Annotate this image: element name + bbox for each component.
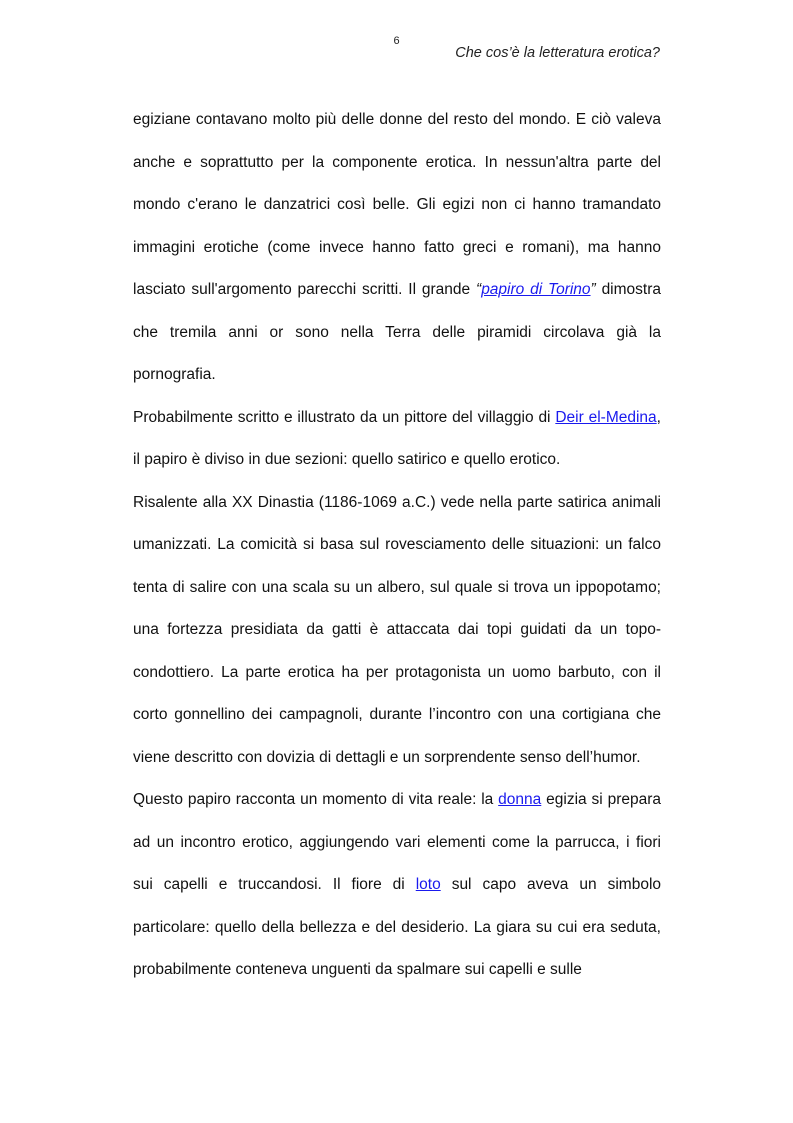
paragraph-4-text-a: Questo papiro racconta un momento di vita reale: la bbox=[133, 791, 499, 808]
quote-open: “ bbox=[476, 281, 482, 298]
body-text bbox=[133, 99, 661, 992]
paragraph-2 bbox=[133, 397, 661, 482]
paragraph-3: Risalente alla XX Dinastia (1186-1069 a.C.) vede nella parte satirica animali umanizzati. La comicità si basa sul rovesciamento delle situazioni: un falco tenta di salire con una scala su un albero, sul quale si trova un ippopotamo; una fortezza presidiata da gatti è attaccata dai topi guidati da un topo-condottiero. La parte erotica ha per protagonista un uomo barbuto, con il corto gonnellino dei campagnoli, durante l’incontro con una cortigiana che viene descritto con dovizia di dettagli e un sorprendente senso dell’humor. bbox=[133, 493, 661, 766]
paragraph-1 bbox=[133, 99, 661, 397]
link-donna[interactable]: donna bbox=[498, 791, 542, 808]
paragraph-4-text-b: egizia si prepara ad un incontro erotico, aggiungendo vari elementi come la parrucca, i fiori sui capelli e truccandosi. Il fiore di bbox=[133, 791, 661, 893]
link-deir-el-medina[interactable]: Deir el-Medina bbox=[555, 408, 657, 426]
paragraph-2-text-b: , il papiro è diviso in due sezioni: quello satirico e quello erotico. bbox=[133, 408, 661, 468]
quote-close: ” bbox=[590, 281, 596, 298]
paragraph-2-text-a: Probabilmente scritto e illustrato da un pittore del villaggio di bbox=[133, 408, 556, 426]
paragraph-1-text-a: egiziane contavano molto più delle donne del resto del mondo. E ciò valeva anche e soprattutto per la componente erotica. In nessun'altra parte del mondo c'erano le danzatrici così belle. Gli egizi non ci hanno tramandato immagini erotiche (come invece hanno fatto greci e romani), ma hanno lasciato sull'argomento parecchi scritti. Il grande bbox=[133, 111, 661, 298]
paragraph-1-text-b: dimostra che tremila anni or sono nella Terra delle piramidi circolava già la pornografia. bbox=[133, 281, 661, 383]
paragraph-4 bbox=[133, 779, 661, 992]
link-loto[interactable]: loto bbox=[415, 876, 441, 893]
link-papiro-di-torino[interactable]: papiro di Torino bbox=[481, 281, 591, 298]
page-number: 6 bbox=[393, 35, 400, 47]
paragraph-4-text-c: sul capo aveva un simbolo particolare: quello della bellezza e del desiderio. La giara su cui era seduta, probabilmente conteneva unguenti da spalmare sui capelli e sulle bbox=[133, 876, 662, 978]
running-header: Che cos’è la letteratura erotica? bbox=[455, 45, 660, 61]
